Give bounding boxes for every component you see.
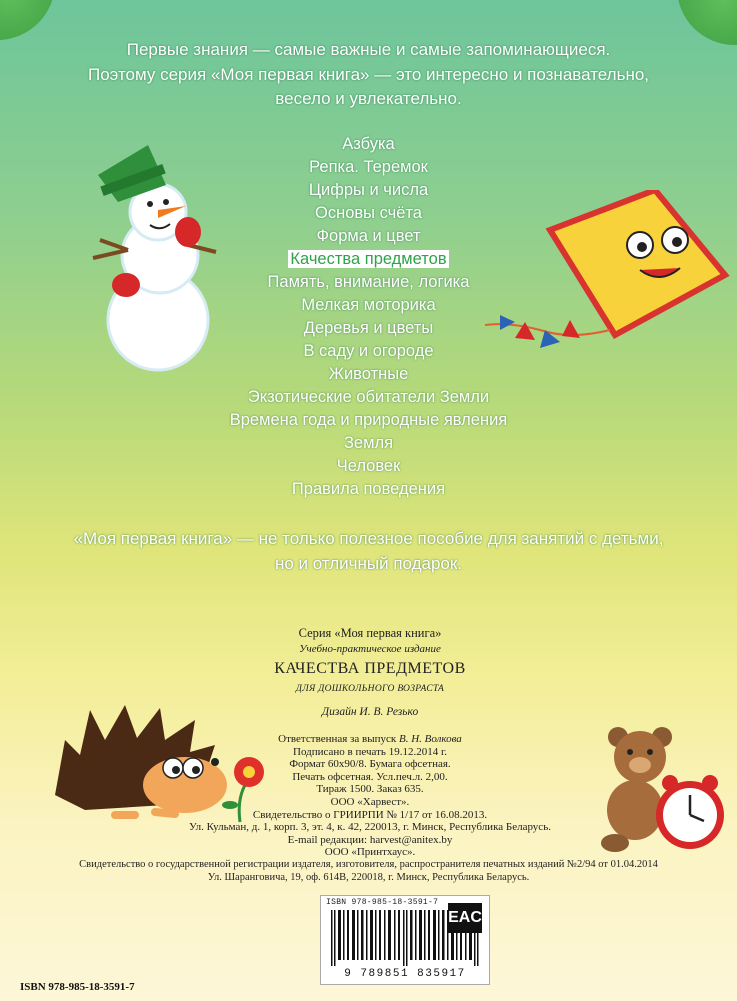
barcode-number: 9 789851 835917 — [344, 968, 466, 980]
book-list-item: Мелкая моторика — [301, 296, 436, 314]
intro-line-2: Поэтому серия «Моя первая книга» — это интересно и познавательно, — [87, 64, 650, 84]
responsible-line — [150, 733, 590, 746]
signed-date: Подписано в печать 19.12.2014 г. — [293, 745, 447, 758]
book-series-list — [180, 133, 557, 501]
book-list-item: Экзотические обитатели Земли — [247, 388, 490, 406]
publisher-address: Ул. Кульман, д. 1, корп. 3, эт. 4, к. 42, 220013, г. Минск, Республика Беларусь. — [189, 821, 551, 834]
eac-mark: EAC — [448, 903, 482, 933]
intro-text — [40, 38, 697, 112]
book-list-item: Земля — [343, 434, 394, 452]
print-run: Тираж 1500. Заказ 635. — [316, 783, 424, 796]
series-name: Серия «Моя первая книга» — [298, 626, 442, 640]
book-list-item: Животные — [328, 365, 409, 383]
intro-line-1: Первые знания — самые важные и самые запоминающиеся. — [126, 40, 611, 59]
printer-name: ООО «Принтхаус». — [324, 846, 416, 859]
book-subtitle: ДЛЯ ДОШКОЛЬНОГО ВОЗРАСТА — [295, 684, 445, 694]
book-list-item: Деревья и цветы — [303, 319, 434, 337]
book-list-item: Форма и цвет — [316, 227, 421, 245]
book-list-item: Азбука — [342, 135, 395, 153]
design-credit: Дизайн И. В. Резько — [321, 706, 419, 718]
book-list-item: Репка. Теремок — [309, 158, 428, 176]
printer-address: Ул. Шаранговича, 19, оф. 614В, 220018, г. Минск, Республика Беларусь. — [207, 871, 530, 883]
book-list-item: В саду и огороде — [303, 342, 434, 360]
corner-green-circle-left — [0, 0, 55, 40]
book-list-item: Правила поведения — [291, 480, 446, 498]
editorial-email: E-mail редакции: harvest@anitex.by — [287, 833, 453, 846]
intro-line-3: весело и увлекательно. — [275, 89, 462, 108]
promo-text — [40, 527, 697, 576]
barcode-isbn-text: ISBN 978-985-18-3591-7 — [326, 898, 439, 907]
book-title: КАЧЕСТВА ПРЕДМЕТОВ — [274, 660, 466, 677]
publication-details — [150, 733, 590, 859]
isbn-footer: ISBN 978-985-18-3591-7 — [20, 981, 135, 993]
current-book-label: Качества предметов — [290, 250, 447, 268]
edition-type: Учебно-практическое издание — [299, 643, 441, 655]
responsible-name: В. Н. Волкова — [398, 733, 462, 745]
publisher-certificate: Свидетельство о ГРИИРПИ № 1/17 от 16.08.2013. — [252, 808, 488, 821]
teddy-bear-clock-illustration — [600, 725, 730, 855]
publisher-name: ООО «Харвест». — [330, 795, 410, 808]
printer-details — [40, 859, 697, 884]
book-list-item: Основы счёта — [315, 204, 422, 222]
book-list-item-current — [180, 248, 557, 271]
promo-line-1: «Моя первая книга» — не только полезное пособие для занятий с детьми, — [73, 529, 664, 548]
responsible-label: Ответственная за выпуск — [278, 733, 397, 745]
format-info: Формат 60х90/8. Бумага офсетная. — [289, 758, 451, 771]
book-list-item: Человек — [336, 457, 401, 475]
book-list-item: Память, внимание, логика — [267, 273, 470, 291]
promo-line-2: но и отличный подарок. — [274, 553, 463, 573]
book-list-item: Времена года и природные явления — [229, 411, 508, 429]
book-list-item: Цифры и числа — [308, 181, 429, 199]
printer-certificate: Свидетельство о государственной регистрации издателя, изготовителя, распространителя печатных изданий №2/94 от 01.04.2014 — [79, 859, 658, 870]
print-info: Печать офсетная. Усл.печ.л. 2,00. — [292, 770, 448, 783]
